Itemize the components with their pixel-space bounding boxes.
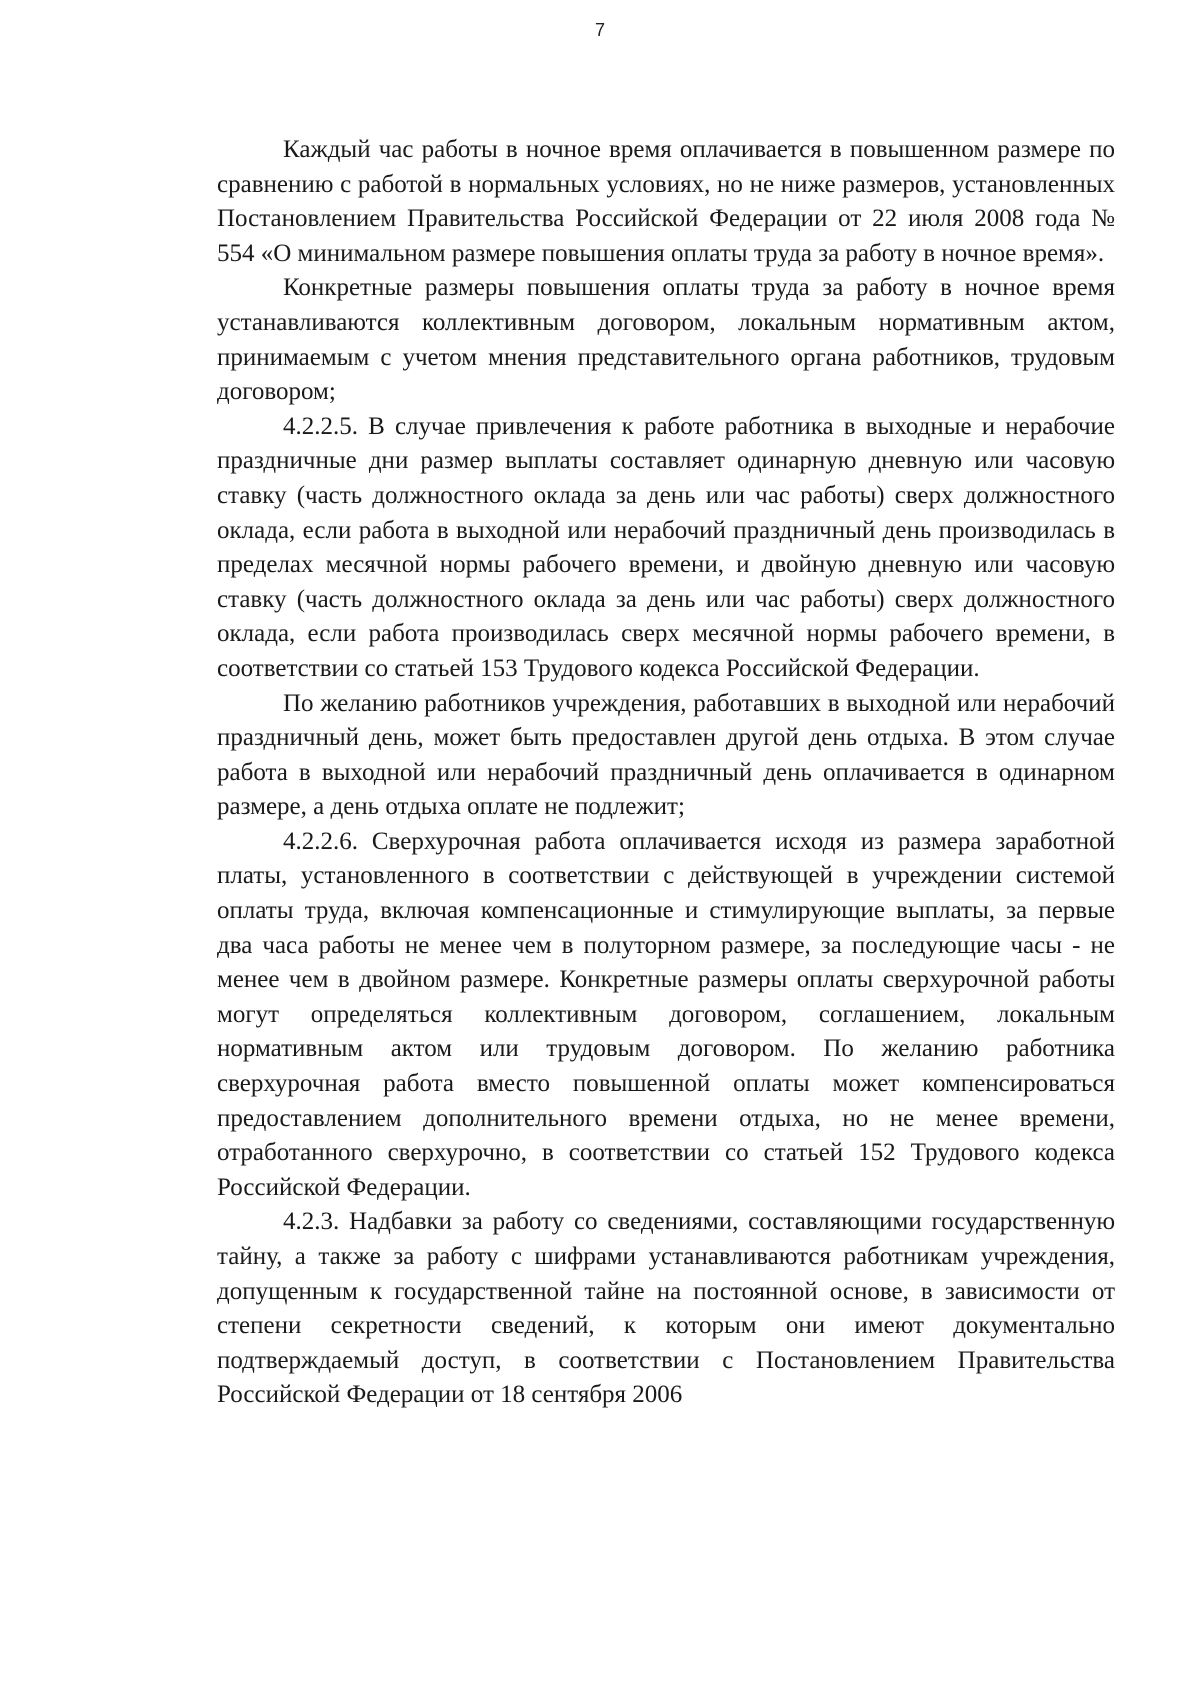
paragraph-night-work-specific-sizes: Конкретные размеры повышения оплаты труда за работу в ночное время устанавливаются коллективным договором, локальным нормативным актом, принимаемым с учетом мнения представительного органа работников, трудовым договором; [217,274,1115,406]
paragraph-4-2-3-state-secret-allowance: 4.2.3. Надбавки за работу со сведениями, составляющими государственную тайну, а также за работу с шифрами устанавливаются работникам учреждения, допущенным к государственной тайне на постоянной основе, в зависимости от степени секретности сведений, к которым они имеют документально подтверждаемый доступ, в соответствии с Постановлением Правительства Российской Федерации от 18 сентября 2006 [217,1208,1115,1409]
paragraph-night-work-pay: Каждый час работы в ночное время оплачивается в повышенном размере по сравнению с работой в нормальных условиях, но не ниже размеров, установленных Постановлением Правительства Российской Федерации от 22 июля 2008 года № 554 «О минимальном размере повышения оплаты труда за работу в ночное время». [217,136,1115,267]
document-body [217,133,1115,1413]
page-number: 7 [594,20,605,40]
paragraph-4-2-2-5-holiday-work: 4.2.2.5. В случае привлечения к работе работника в выходные и нерабочие праздничные дни размер выплаты составляет одинарную дневную или часовую ставку (часть должностного оклада за день или час работы) сверх должностного оклада, если работа в выходной или нерабочий праздничный день производилась в пределах месячной нормы рабочего времени, и двойную дневную или часовую ставку (часть должностного оклада за день или час работы) сверх должностного оклада, если работа производилась сверх месячной нормы рабочего времени, в соответствии со статьей 153 Трудового кодекса Российской Федерации. [217,412,1115,682]
paragraph-4-2-2-6-overtime: 4.2.2.6. Сверхурочная работа оплачивается исходя из размера заработной платы, установленного в соответствии с действующей в учреждении системой оплаты труда, включая компенсационные и стимулирующие выплаты, за первые два часа работы не менее чем в полуторном размере, за последующие часы - не менее чем в двойном размере. Конкретные размеры оплаты сверхурочной работы могут определяться коллективным договором, соглашением, локальным нормативным актом или трудовым договором. По желанию работника сверхурочная работа вместо повышенной оплаты может компенсироваться предоставлением дополнительного времени отдыха, но не менее времени, отработанного сверхурочно, в соответствии со статьей 152 Трудового кодекса Российской Федерации. [217,827,1115,1201]
paragraph-day-off-option: По желанию работников учреждения, работавших в выходной или нерабочий праздничный день, может быть предоставлен другой день отдыха. В этом случае работа в выходной или нерабочий праздничный день оплачивается в одинарном размере, а день отдыха оплате не подлежит; [217,689,1115,821]
